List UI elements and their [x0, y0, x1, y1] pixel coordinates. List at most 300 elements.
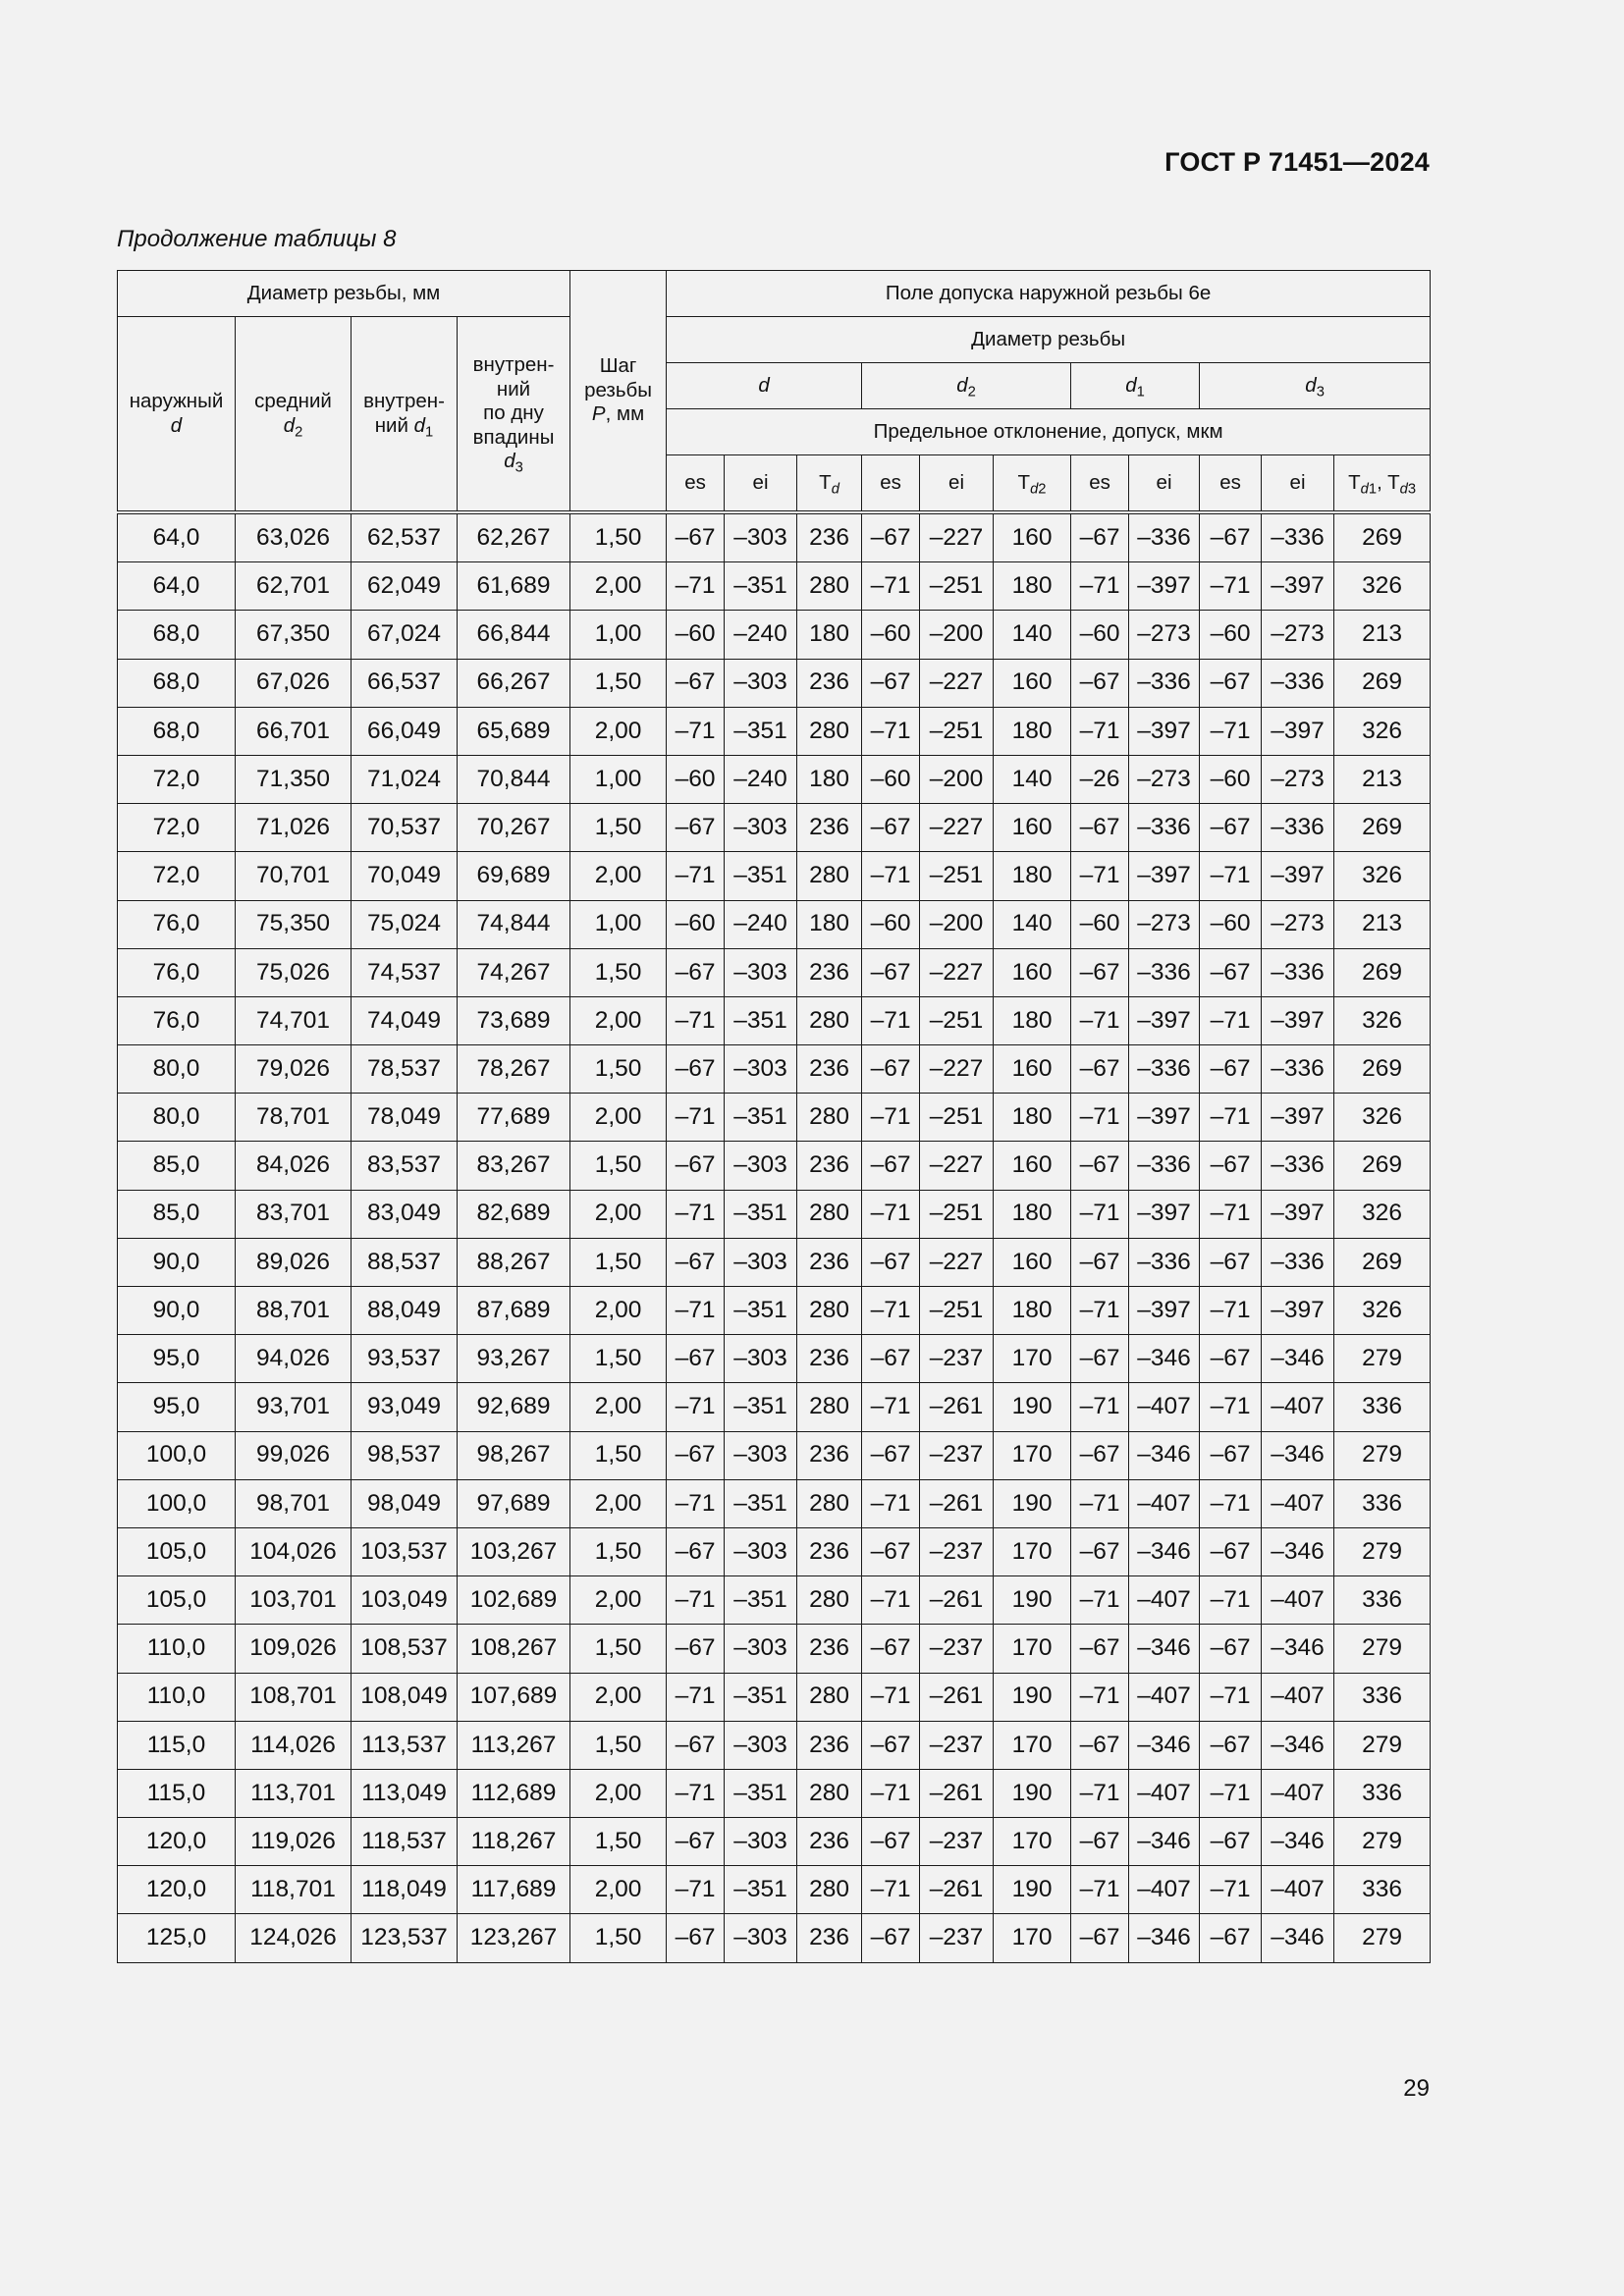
table-cell: –71 — [1200, 1479, 1262, 1527]
table-cell: 160 — [994, 512, 1071, 562]
table-cell: 279 — [1334, 1527, 1431, 1575]
table-cell: –67 — [1071, 659, 1129, 707]
table-cell: 236 — [797, 1914, 862, 1962]
table-cell: 70,701 — [236, 852, 352, 900]
table-cell: 160 — [994, 948, 1071, 996]
table-cell: –67 — [1071, 1914, 1129, 1962]
table-cell: 105,0 — [118, 1527, 236, 1575]
table-cell: 1,50 — [570, 1335, 667, 1383]
table-cell: 76,0 — [118, 900, 236, 948]
table-cell: –60 — [667, 755, 725, 803]
table-cell: –71 — [1200, 1673, 1262, 1721]
table-cell: –346 — [1129, 1625, 1200, 1673]
table-cell: 78,267 — [458, 1045, 570, 1094]
table-cell: 93,049 — [352, 1383, 458, 1431]
table-cell: –303 — [725, 1625, 797, 1673]
table-cell: 280 — [797, 707, 862, 755]
table-cell: –71 — [1071, 1769, 1129, 1817]
table-cell: –67 — [862, 1142, 920, 1190]
table-cell: –351 — [725, 1287, 797, 1335]
table-cell: 1,50 — [570, 1238, 667, 1286]
table-cell: –397 — [1262, 1190, 1334, 1238]
table-cell: –67 — [862, 1045, 920, 1094]
table-cell: 70,267 — [458, 804, 570, 852]
table-row — [118, 1431, 1431, 1479]
table-cell: 140 — [994, 900, 1071, 948]
table-cell: 73,689 — [458, 996, 570, 1044]
table-cell: 108,267 — [458, 1625, 570, 1673]
table-cell: 95,0 — [118, 1335, 236, 1383]
table-cell: 125,0 — [118, 1914, 236, 1962]
table-cell: –397 — [1262, 996, 1334, 1044]
table-row — [118, 1527, 1431, 1575]
table-cell: 269 — [1334, 1238, 1431, 1286]
table-cell: 236 — [797, 1431, 862, 1479]
table-row — [118, 1045, 1431, 1094]
table-cell: –71 — [1071, 1576, 1129, 1625]
table-cell: 180 — [994, 562, 1071, 611]
table-cell: –273 — [1262, 755, 1334, 803]
table-cell: 180 — [994, 1287, 1071, 1335]
table-row — [118, 804, 1431, 852]
table-cell: 67,024 — [352, 611, 458, 659]
table-cell: 113,049 — [352, 1769, 458, 1817]
table-cell: 326 — [1334, 996, 1431, 1044]
table-cell: 280 — [797, 1383, 862, 1431]
table-cell: –351 — [725, 562, 797, 611]
table-cell: 280 — [797, 1673, 862, 1721]
table-cell: 107,689 — [458, 1673, 570, 1721]
table-cell: 77,689 — [458, 1094, 570, 1142]
table-cell: –407 — [1262, 1383, 1334, 1431]
table-cell: –336 — [1129, 1238, 1200, 1286]
table-cell: –71 — [1200, 1383, 1262, 1431]
table-cell: –67 — [862, 1238, 920, 1286]
table-cell: 99,026 — [236, 1431, 352, 1479]
table-cell: 236 — [797, 1142, 862, 1190]
table-cell: 170 — [994, 1431, 1071, 1479]
table-cell: –251 — [920, 1094, 994, 1142]
table-cell: 180 — [994, 852, 1071, 900]
table-cell: 2,00 — [570, 1094, 667, 1142]
table-cell: –336 — [1262, 1238, 1334, 1286]
table-cell: 269 — [1334, 948, 1431, 996]
table-cell: 279 — [1334, 1431, 1431, 1479]
table-cell: –227 — [920, 512, 994, 562]
table-cell: –67 — [1071, 948, 1129, 996]
table-cell: 326 — [1334, 1190, 1431, 1238]
table-cell: 269 — [1334, 804, 1431, 852]
table-cell: –60 — [862, 755, 920, 803]
table-cell: –346 — [1129, 1335, 1200, 1383]
table-cell: –346 — [1262, 1431, 1334, 1479]
table-cell: 67,350 — [236, 611, 352, 659]
table-cell: –60 — [1200, 611, 1262, 659]
table-cell: 236 — [797, 1818, 862, 1866]
table-cell: –67 — [862, 1914, 920, 1962]
table-cell: 1,50 — [570, 1142, 667, 1190]
table-cell: –407 — [1129, 1479, 1200, 1527]
table-cell: –227 — [920, 1238, 994, 1286]
table-cell: 110,0 — [118, 1625, 236, 1673]
table-cell: –397 — [1129, 852, 1200, 900]
header-ei-d1: ei — [1129, 455, 1200, 513]
table-cell: –71 — [1200, 562, 1262, 611]
table-cell: –351 — [725, 1866, 797, 1914]
table-cell: 100,0 — [118, 1479, 236, 1527]
table-cell: –237 — [920, 1818, 994, 1866]
table-cell: –251 — [920, 996, 994, 1044]
table-cell: 170 — [994, 1625, 1071, 1673]
table-cell: –336 — [1129, 512, 1200, 562]
table-cell: 1,50 — [570, 1045, 667, 1094]
table-cell: –71 — [1200, 852, 1262, 900]
table-cell: 78,537 — [352, 1045, 458, 1094]
table-cell: 62,267 — [458, 512, 570, 562]
table-body — [118, 512, 1431, 1962]
table-cell: –71 — [667, 1576, 725, 1625]
table-cell: –397 — [1129, 707, 1200, 755]
table-cell: –67 — [1200, 1818, 1262, 1866]
table-cell: –407 — [1262, 1769, 1334, 1817]
table-cell: –67 — [1200, 1431, 1262, 1479]
table-cell: –251 — [920, 707, 994, 755]
table-cell: 2,00 — [570, 1479, 667, 1527]
table-cell: –346 — [1129, 1818, 1200, 1866]
table-cell: 72,0 — [118, 804, 236, 852]
table-cell: –251 — [920, 1190, 994, 1238]
table-cell: –71 — [862, 1383, 920, 1431]
table-cell: 160 — [994, 659, 1071, 707]
table-row — [118, 611, 1431, 659]
table-cell: 280 — [797, 996, 862, 1044]
table-cell: 83,701 — [236, 1190, 352, 1238]
table-cell: –67 — [1071, 1625, 1129, 1673]
header-es-d3: es — [1200, 455, 1262, 513]
table-cell: 115,0 — [118, 1721, 236, 1769]
table-cell: 74,049 — [352, 996, 458, 1044]
table-cell: –303 — [725, 1818, 797, 1866]
table-row — [118, 1576, 1431, 1625]
table-cell: –346 — [1262, 1527, 1334, 1575]
table-cell: –351 — [725, 852, 797, 900]
table-cell: –261 — [920, 1866, 994, 1914]
table-cell: –71 — [862, 1094, 920, 1142]
table-cell: –336 — [1262, 804, 1334, 852]
table-cell: 2,00 — [570, 562, 667, 611]
table-cell: –67 — [667, 1625, 725, 1673]
table-cell: 69,689 — [458, 852, 570, 900]
table-row — [118, 1721, 1431, 1769]
table-cell: 160 — [994, 804, 1071, 852]
table-cell: 113,701 — [236, 1769, 352, 1817]
table-cell: –67 — [1071, 1431, 1129, 1479]
table-cell: 279 — [1334, 1914, 1431, 1962]
header-pitch: Шаг резьбы P, мм — [570, 271, 667, 513]
table-cell: –67 — [1200, 948, 1262, 996]
table-cell: 180 — [994, 707, 1071, 755]
table-cell: 120,0 — [118, 1818, 236, 1866]
table-cell: –67 — [1071, 1721, 1129, 1769]
table-cell: 180 — [797, 611, 862, 659]
table-cell: –336 — [1262, 948, 1334, 996]
table-cell: –71 — [667, 996, 725, 1044]
table-cell: –397 — [1129, 996, 1200, 1044]
table-cell: –351 — [725, 996, 797, 1044]
table-cell: 1,00 — [570, 900, 667, 948]
table-cell: 2,00 — [570, 707, 667, 755]
table-cell: –346 — [1129, 1914, 1200, 1962]
table-cell: –71 — [667, 852, 725, 900]
table-cell: –240 — [725, 755, 797, 803]
table-cell: –346 — [1129, 1721, 1200, 1769]
table-cell: –60 — [667, 611, 725, 659]
table-cell: –407 — [1262, 1673, 1334, 1721]
table-row — [118, 1625, 1431, 1673]
table-cell: 94,026 — [236, 1335, 352, 1383]
table-cell: 170 — [994, 1335, 1071, 1383]
table-cell: 110,0 — [118, 1673, 236, 1721]
table-cell: –336 — [1262, 1045, 1334, 1094]
table-cell: –67 — [1071, 1142, 1129, 1190]
table-cell: –67 — [667, 804, 725, 852]
table-cell: –351 — [725, 1094, 797, 1142]
table-cell: –67 — [667, 1818, 725, 1866]
table-cell: 88,267 — [458, 1238, 570, 1286]
table-cell: 103,701 — [236, 1576, 352, 1625]
table-cell: –67 — [1071, 1818, 1129, 1866]
table-cell: –67 — [667, 1914, 725, 1962]
table-cell: –71 — [1071, 1866, 1129, 1914]
table-cell: 1,50 — [570, 1625, 667, 1673]
table-cell: 118,049 — [352, 1866, 458, 1914]
table-cell: 160 — [994, 1142, 1071, 1190]
table-cell: –336 — [1262, 1142, 1334, 1190]
table-cell: 74,537 — [352, 948, 458, 996]
table-cell: 64,0 — [118, 562, 236, 611]
table-cell: 61,689 — [458, 562, 570, 611]
table-row — [118, 1383, 1431, 1431]
table-cell: 85,0 — [118, 1142, 236, 1190]
table-cell: 236 — [797, 1045, 862, 1094]
header-ei-d3: ei — [1262, 455, 1334, 513]
table-cell: 68,0 — [118, 707, 236, 755]
table-cell: –303 — [725, 1142, 797, 1190]
table-cell: 74,701 — [236, 996, 352, 1044]
table-cell: –71 — [862, 562, 920, 611]
table-cell: 113,537 — [352, 1721, 458, 1769]
table-cell: –67 — [1200, 804, 1262, 852]
table-cell: –67 — [1200, 1142, 1262, 1190]
table-row — [118, 755, 1431, 803]
table-cell: –237 — [920, 1431, 994, 1479]
table-cell: –71 — [667, 1479, 725, 1527]
table-cell: –67 — [1200, 1625, 1262, 1673]
table-cell: –71 — [1071, 852, 1129, 900]
table-row — [118, 1673, 1431, 1721]
table-cell: 2,00 — [570, 996, 667, 1044]
table-cell: –67 — [1071, 1335, 1129, 1383]
table-row — [118, 562, 1431, 611]
table-cell: –67 — [1071, 1238, 1129, 1286]
table-cell: –261 — [920, 1576, 994, 1625]
table-cell: 118,267 — [458, 1818, 570, 1866]
table-cell: –303 — [725, 1914, 797, 1962]
table-cell: 83,267 — [458, 1142, 570, 1190]
table-cell: 70,049 — [352, 852, 458, 900]
table-row — [118, 1866, 1431, 1914]
table-cell: 109,026 — [236, 1625, 352, 1673]
table-cell: –237 — [920, 1335, 994, 1383]
table-cell: –71 — [862, 1673, 920, 1721]
table-row — [118, 852, 1431, 900]
table-cell: –346 — [1262, 1721, 1334, 1769]
table-cell: 118,537 — [352, 1818, 458, 1866]
table-cell: –67 — [862, 1818, 920, 1866]
header-group-d3: $d_3$ — [1200, 363, 1431, 409]
table-cell: –397 — [1129, 1190, 1200, 1238]
table-cell: –351 — [725, 1769, 797, 1817]
table-cell: –60 — [667, 900, 725, 948]
table-cell: 280 — [797, 1287, 862, 1335]
table-cell: –71 — [1071, 1094, 1129, 1142]
table-cell: 66,049 — [352, 707, 458, 755]
table-cell: –303 — [725, 1431, 797, 1479]
table-cell: –303 — [725, 1238, 797, 1286]
table-cell: 236 — [797, 1335, 862, 1383]
table-cell: 236 — [797, 1238, 862, 1286]
table-cell: –303 — [725, 512, 797, 562]
table-cell: –71 — [1200, 996, 1262, 1044]
header-thread-diameter: Диаметр резьбы — [667, 317, 1431, 363]
table-cell: 236 — [797, 659, 862, 707]
table-cell: –71 — [1200, 707, 1262, 755]
table-cell: –397 — [1262, 562, 1334, 611]
table-cell: 280 — [797, 1576, 862, 1625]
table-cell: –71 — [1071, 1190, 1129, 1238]
table-cell: 98,049 — [352, 1479, 458, 1527]
table-cell: 70,844 — [458, 755, 570, 803]
table-cell: 66,844 — [458, 611, 570, 659]
table-cell: –67 — [862, 1431, 920, 1479]
table-cell: –261 — [920, 1383, 994, 1431]
table-cell: 67,026 — [236, 659, 352, 707]
table-cell: –346 — [1262, 1335, 1334, 1383]
table-cell: –71 — [862, 1769, 920, 1817]
table-cell: –67 — [1071, 804, 1129, 852]
table-cell: 123,267 — [458, 1914, 570, 1962]
header-group-d1: $d_1$ — [1071, 363, 1200, 409]
table-row — [118, 1769, 1431, 1817]
table-cell: –407 — [1129, 1383, 1200, 1431]
table-cell: –273 — [1262, 611, 1334, 659]
table-cell: 326 — [1334, 1287, 1431, 1335]
table-cell: –71 — [1071, 1287, 1129, 1335]
table-cell: –67 — [862, 948, 920, 996]
table-cell: –303 — [725, 1721, 797, 1769]
table-cell: –303 — [725, 1045, 797, 1094]
table-cell: –71 — [862, 1287, 920, 1335]
table-cell: –67 — [667, 1142, 725, 1190]
table-cell: –67 — [1200, 1045, 1262, 1094]
table-cell: –237 — [920, 1527, 994, 1575]
header-tolerance-field: Поле допуска наружной резьбы 6е — [667, 271, 1431, 317]
table-cell: –336 — [1129, 804, 1200, 852]
table-cell: 113,267 — [458, 1721, 570, 1769]
table-cell: 2,00 — [570, 1190, 667, 1238]
table-cell: 66,267 — [458, 659, 570, 707]
table-cell: –336 — [1129, 948, 1200, 996]
table-cell: –346 — [1262, 1818, 1334, 1866]
table-cell: –251 — [920, 852, 994, 900]
table-row — [118, 512, 1431, 562]
table-cell: –407 — [1129, 1866, 1200, 1914]
header-ei-d2: ei — [920, 455, 994, 513]
table-cell: 1,50 — [570, 804, 667, 852]
table-cell: 62,537 — [352, 512, 458, 562]
table-cell: 180 — [994, 1094, 1071, 1142]
table-cell: –67 — [667, 1335, 725, 1383]
table-cell: 97,689 — [458, 1479, 570, 1527]
table-cell: 190 — [994, 1479, 1071, 1527]
table-cell: 269 — [1334, 512, 1431, 562]
table-cell: –397 — [1262, 1287, 1334, 1335]
table-cell: 160 — [994, 1238, 1071, 1286]
table-cell: 2,00 — [570, 1673, 667, 1721]
table-cell: –60 — [862, 900, 920, 948]
table-cell: 180 — [994, 1190, 1071, 1238]
table-cell: 88,049 — [352, 1287, 458, 1335]
table-cell: –67 — [667, 1527, 725, 1575]
table-cell: –273 — [1262, 900, 1334, 948]
table-cell: 279 — [1334, 1818, 1431, 1866]
table-cell: 78,701 — [236, 1094, 352, 1142]
tolerance-table — [117, 270, 1431, 1963]
table-cell: 236 — [797, 512, 862, 562]
table-row — [118, 1479, 1431, 1527]
table-cell: –351 — [725, 1383, 797, 1431]
table-cell: –67 — [667, 659, 725, 707]
table-cell: 170 — [994, 1818, 1071, 1866]
table-cell: 93,537 — [352, 1335, 458, 1383]
table-cell: –336 — [1129, 1142, 1200, 1190]
header-diameter-group: Диаметр резьбы, мм — [118, 271, 570, 317]
table-cell: 114,026 — [236, 1721, 352, 1769]
table-row — [118, 1335, 1431, 1383]
table-cell: 190 — [994, 1673, 1071, 1721]
table-cell: –67 — [1200, 1238, 1262, 1286]
table-cell: 190 — [994, 1383, 1071, 1431]
table-row — [118, 1287, 1431, 1335]
table-cell: –71 — [1071, 996, 1129, 1044]
table-cell: –303 — [725, 1527, 797, 1575]
table-cell: –336 — [1262, 659, 1334, 707]
table-cell: 112,689 — [458, 1769, 570, 1817]
table-cell: 72,0 — [118, 755, 236, 803]
table-cell: –71 — [1200, 1094, 1262, 1142]
table-cell: –60 — [1071, 611, 1129, 659]
table-cell: –200 — [920, 611, 994, 659]
table-cell: 336 — [1334, 1479, 1431, 1527]
table-cell: –303 — [725, 948, 797, 996]
table-cell: –71 — [667, 1769, 725, 1817]
table-cell: –67 — [667, 1431, 725, 1479]
table-cell: –397 — [1262, 1094, 1334, 1142]
table-cell: 75,024 — [352, 900, 458, 948]
table-cell: 103,267 — [458, 1527, 570, 1575]
table-cell: –67 — [1200, 1914, 1262, 1962]
table-cell: 72,0 — [118, 852, 236, 900]
